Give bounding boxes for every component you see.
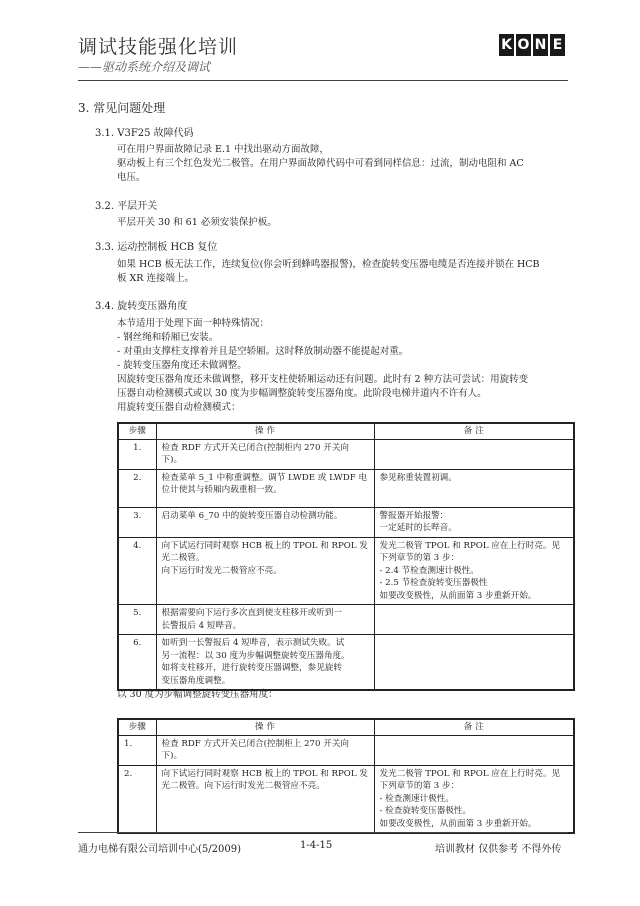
step-note xyxy=(374,439,574,469)
op-line: 如将支柱移开，进行旋转变压器调整，参见旋转 xyxy=(161,663,342,673)
table-row xyxy=(118,765,574,833)
step-operation xyxy=(156,469,374,507)
header-step: 步骤 xyxy=(118,423,156,439)
table-row xyxy=(118,635,574,691)
subsection-heading-3-4: 3.4. 旋转变压器角度 xyxy=(95,301,188,312)
header-operation: 操 作 xyxy=(156,719,374,735)
angle-adjust-steps-table xyxy=(117,718,575,834)
header-operation: 操 作 xyxy=(156,423,374,439)
op-line: 启动菜单 6_70 中的旋转变压器自动检测功能。 xyxy=(161,510,343,521)
header-step: 步骤 xyxy=(118,719,156,735)
section-heading: 3. 常见问题处理 xyxy=(78,101,166,115)
op-line: 下)。 xyxy=(161,455,183,465)
header-title: 调试技能强化培训 xyxy=(78,36,239,58)
subsection-heading-3-1: 3.1. V3F25 故障代码 xyxy=(95,128,194,139)
step-operation xyxy=(156,635,374,691)
op-line: 如听到一长警报后 4 短哔音，表示测试失败。试 xyxy=(161,638,345,648)
table-row xyxy=(118,537,574,605)
op-line: 向下运行时发光二极管应不亮。 xyxy=(161,565,282,576)
note-line: 如要改变极性，从前面第 3 步重新开始。 xyxy=(379,590,537,601)
step-note xyxy=(374,507,574,537)
step-note xyxy=(374,469,574,507)
text-line: 电压。 xyxy=(117,172,146,183)
text-line: 压器自动检测模式或以 30 度为步幅调整旋转变压器角度。此阶段电梯井道内不许有人。 xyxy=(117,388,487,399)
header-note: 备 注 xyxy=(374,423,574,439)
footer-notice: 培训教材 仅供参考 不得外传 xyxy=(435,844,562,855)
op-line: 根据需要向下运行多次直到使支柱移开或听到一 xyxy=(161,608,342,618)
op-line: 向下试运行同时观察 HCB 板上的 TPOL 和 RPOL 发 xyxy=(161,540,368,551)
note-line: - 2.5 节检查旋转变压器极性 xyxy=(379,578,488,588)
op-line: 检查 RDF 方式开关已闭合(控制柜上 270 开关向 xyxy=(161,738,350,749)
note-line: 下列章节的第 3 步： xyxy=(379,781,460,791)
step-number: 1. xyxy=(118,735,156,765)
header-subtitle: ——驱动系统介绍及调试 xyxy=(78,60,211,74)
step-operation xyxy=(156,605,374,635)
table-row xyxy=(118,735,574,765)
text-line: 因旋转变压器角度还未做调整，移开支柱使轿厢运动还有问题。此时有 2 种方法可尝试：用旋转变 xyxy=(117,374,529,385)
step-operation xyxy=(156,765,374,833)
text-line: - 旋转变压器角度还未做调整。 xyxy=(117,360,247,371)
note-line: 发光二极管 TPOL 和 RPOL 应在上行时亮。见 xyxy=(379,540,561,551)
op-line: 长警报后 4 短哔音。 xyxy=(161,620,242,631)
paragraph-3-3 xyxy=(117,258,572,286)
note-line: 一定延时的长哔音。 xyxy=(379,523,457,533)
step-operation xyxy=(156,537,374,605)
table-header-row xyxy=(118,423,574,439)
op-line: 检查 RDF 方式开关已闭合(控制柜内 270 开关向 xyxy=(161,442,350,453)
text-line: 平层开关 30 和 61 必须安装保护板。 xyxy=(117,217,277,228)
step-note xyxy=(374,765,574,833)
op-line: 光二极管。 xyxy=(161,553,205,563)
step-number: 4. xyxy=(118,537,156,605)
footer-page-number: 1-4-15 xyxy=(300,840,333,851)
table-header-row xyxy=(118,719,574,735)
op-line: 检查菜单 5_1 中称重调整。调节 LWDE 或 LWDF 电 xyxy=(161,472,368,483)
note-line: 如要改变极性，从前面第 3 步重新开始。 xyxy=(379,818,537,829)
op-line: 另一流程：以 30 度为步幅调整旋转变压器角度。 xyxy=(161,650,350,661)
step-number: 6. xyxy=(118,635,156,691)
note-line: 下列章节的第 3 步： xyxy=(379,553,460,563)
op-line: 向下试运行同时观察 HCB 板上的 TPOL 和 RPOL 发 xyxy=(161,768,368,779)
step-number: 5. xyxy=(118,605,156,635)
step-note xyxy=(374,735,574,765)
text-line: 如果 HCB 板无法工作，连续复位(你会听到蜂鸣器报警)，检查旋转变压器电缆是否连接并锁在 HCB xyxy=(117,259,540,270)
op-line: 位计使其与轿厢内载重相一致。 xyxy=(161,485,282,495)
step-note xyxy=(374,605,574,635)
header-note: 备 注 xyxy=(374,719,574,735)
op-line: 光二极管。向下运行时发光二极管应不亮。 xyxy=(161,781,325,791)
text-line: 板 XR 连接端上。 xyxy=(117,273,194,284)
text-line: - 钢丝绳和轿厢已安装。 xyxy=(117,332,219,343)
note-line: - 检查测速计极性。 xyxy=(379,793,454,804)
footer-organization: 通力电梯有限公司培训中心(5/2009) xyxy=(78,844,241,855)
paragraph-3-1 xyxy=(117,143,572,185)
step-operation xyxy=(156,507,374,537)
step-operation xyxy=(156,439,374,469)
step-number: 1. xyxy=(118,439,156,469)
logo-letter: K xyxy=(499,34,514,56)
logo-letter: N xyxy=(533,34,548,56)
paragraph-30-degree-intro: 以 30 度为步幅调整旋转变压器角度： xyxy=(117,689,278,700)
note-line: 发光二极管 TPOL 和 RPOL 应在上行时亮。见 xyxy=(379,768,561,779)
subsection-heading-3-3: 3.3. 运动控制板 HCB 复位 xyxy=(95,242,218,253)
note-line: 警报器开始报警： xyxy=(379,510,449,521)
text-line: 可在用户界面故障记录 E.1 中找出驱动方面故障， xyxy=(117,144,330,155)
step-number: 2. xyxy=(118,469,156,507)
logo-letter: O xyxy=(516,34,531,56)
note-line: - 2.4 节检查测速计极性。 xyxy=(379,565,479,576)
text-line: 用旋转变压器自动检测模式： xyxy=(117,402,241,413)
table-row xyxy=(118,507,574,537)
footer-divider xyxy=(78,832,568,833)
subsection-heading-3-2: 3.2. 平层开关 xyxy=(95,201,158,212)
op-line: 下)。 xyxy=(161,751,183,761)
step-note xyxy=(374,537,574,605)
kone-logo xyxy=(499,34,565,56)
text-line: - 对重由支撑柱支撑着并且是空轿厢。这时释放制动器不能提起对重。 xyxy=(117,346,409,357)
op-line: 变压器角度调整。 xyxy=(161,675,231,686)
autodetect-steps-table xyxy=(117,422,575,691)
note-line: 参见称重装置初调。 xyxy=(379,472,457,483)
step-note xyxy=(374,635,574,691)
paragraph-3-4 xyxy=(117,317,572,415)
text-line: 驱动板上有三个红色发光二极管。在用户界面故障代码中可看到同样信息：过流，制动电阻和 AC xyxy=(117,158,524,169)
table-row xyxy=(118,469,574,507)
table-row xyxy=(118,605,574,635)
header-divider xyxy=(78,80,568,81)
step-number: 2. xyxy=(118,765,156,833)
step-number: 3. xyxy=(118,507,156,537)
step-operation xyxy=(156,735,374,765)
table-row xyxy=(118,439,574,469)
logo-letter: E xyxy=(550,34,565,56)
paragraph-3-2 xyxy=(117,216,572,230)
text-line: 本节适用于处理下面一种特殊情况： xyxy=(117,318,270,329)
note-line: - 检查旋转变压器极性。 xyxy=(379,806,472,816)
